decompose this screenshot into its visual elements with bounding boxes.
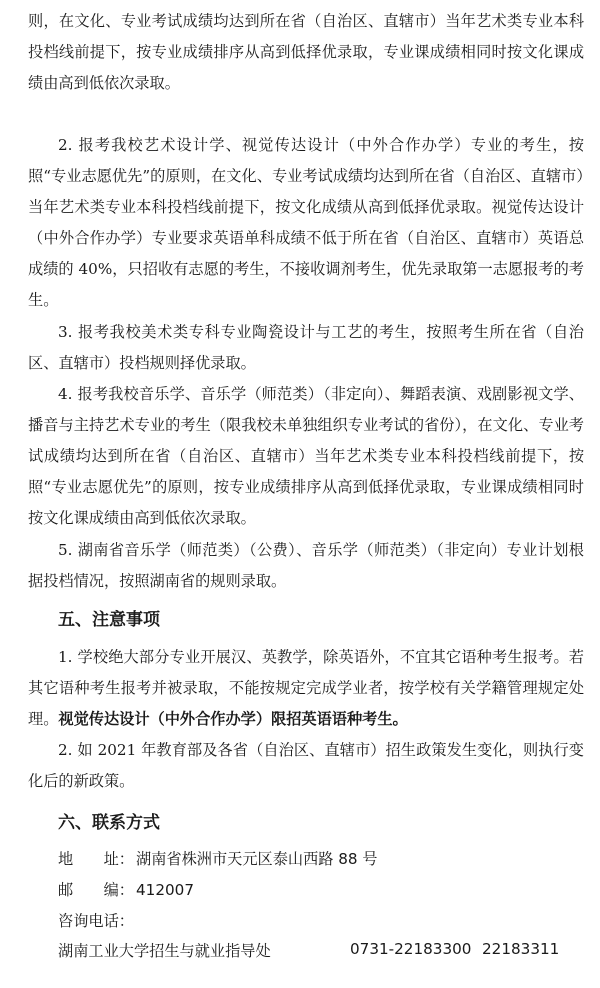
paragraph-rule-5: 5. 湖南省音乐学（师范类）（公费）、音乐学（师范类）（非定向）专业计划根据投档情况，按照湖南省的规则录取。: [28, 541, 584, 590]
section-heading-notes: 五、注意事项: [58, 610, 160, 630]
phone-number-1: 0731-22183300: [350, 940, 472, 958]
paragraph-note-1: [28, 642, 584, 735]
paragraph-rule-1-continued: 则，在文化、专业考试成绩均达到所在省（自治区、直辖市）当年艺术类专业本科投档线前提下，按专业成绩排序从高到低择优录取，专业课成绩相同时按文化课成绩由高到低依次录取。: [28, 12, 584, 92]
note-1-text: 1. 学校绝大部分专业开展汉、英教学，除英语外，不宜其它语种考生报考。若其它语种考生报考并被录取，不能按规定完成学业者，按学校有关学籍管理规定处理。: [28, 648, 584, 728]
office-name: 湖南工业大学招生与就业指导处: [58, 942, 271, 960]
paragraph-rule-4: 4. 报考我校音乐学、音乐学（师范类）（非定向）、舞蹈表演、戏剧影视文学、播音与主持艺术专业的考生（限我校未单独组织专业考试的省份），在文化、专业考试成绩均达到所在省（自治区、直辖市）当年艺术类专业本科投档线前提下，按照“专业志愿优先”的原则，按专业成绩排序从高到低择优录取，专业课成绩相同时按文化课成绩由高到低依次录取。: [28, 385, 584, 527]
contact-address: [58, 846, 378, 872]
address-label: 地 址：: [58, 850, 134, 868]
address-value: 湖南省株洲市天元区泰山西路 88 号: [136, 850, 378, 868]
paragraph-note-2: 2. 如 2021 年教育部及各省（自治区、直辖市）招生政策发生变化，则执行变化后的新政策。: [28, 741, 584, 790]
paragraph-rule-3: 3. 报考我校美术类专科专业陶瓷设计与工艺的考生，按照考生所在省（自治区、直辖市）投档规则择优录取。: [28, 323, 584, 372]
contact-postcode: [58, 877, 194, 903]
postcode-value: 412007: [136, 881, 194, 899]
postcode-label: 邮 编：: [58, 881, 134, 899]
contact-office-row: [58, 940, 588, 966]
section-heading-contact: 六、联系方式: [58, 813, 160, 833]
phone-number-2: 22183311: [482, 940, 560, 958]
paragraph-rule-2: 2. 报考我校艺术设计学、视觉传达设计（中外合作办学）专业的考生，按照“专业志愿优先”的原则，在文化、专业考试成绩均达到所在省（自治区、直辖市）当年艺术类专业本科投档线前提下，按文化成绩从高到低择优录取。视觉传达设计（中外合作办学）专业要求英语单科成绩不低于所在省（自治区、直辖市）英语总成绩的 40%，只招收有志愿的考生，不接收调剂考生，优先录取第一志愿报考的考生。: [28, 136, 584, 309]
contact-phone-label: 咨询电话：: [58, 912, 134, 930]
note-1-bold-text: 视觉传达设计（中外合作办学）限招英语语种考生。: [58, 710, 408, 728]
